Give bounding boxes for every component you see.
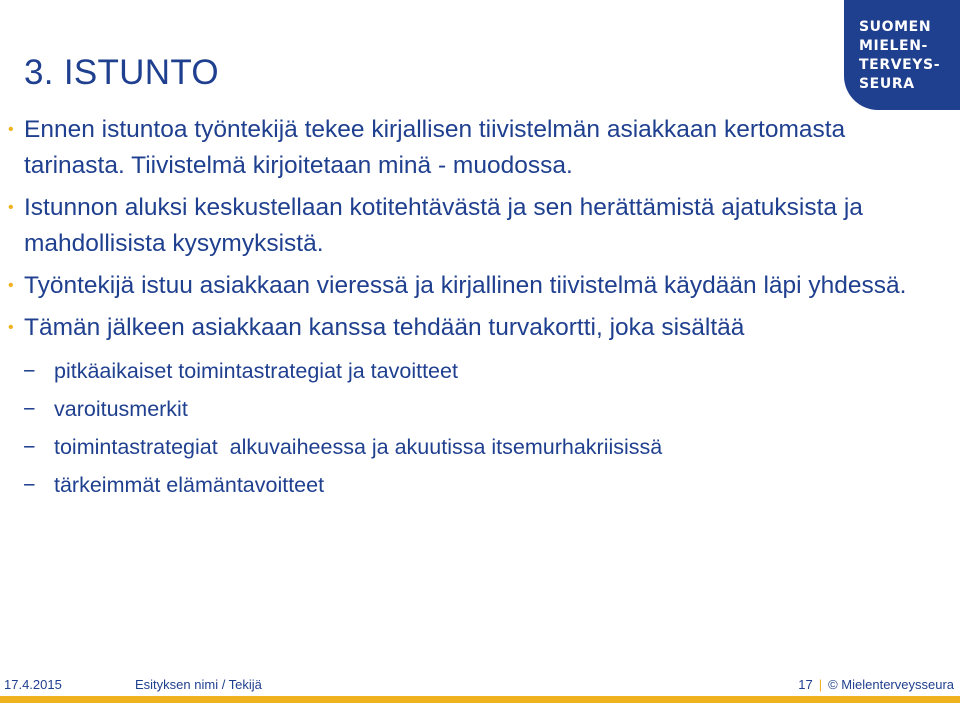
sub-item bbox=[0, 390, 920, 428]
footer-accent-bar bbox=[0, 696, 960, 703]
sub-item-text: varoitusmerkit bbox=[54, 397, 188, 421]
footer-right bbox=[798, 677, 954, 692]
bullet-item bbox=[0, 112, 920, 184]
bullet-item bbox=[0, 310, 920, 346]
sub-item-text: tärkeimmät elämäntavoitteet bbox=[54, 473, 325, 497]
logo-line: SUOMEN bbox=[859, 19, 932, 35]
footer-separator: | bbox=[818, 677, 823, 692]
sub-item-text: pitkäaikaiset toimintastrategiat ja tavoitteet bbox=[54, 359, 458, 383]
slide-content bbox=[0, 112, 920, 504]
bullet-item bbox=[0, 190, 920, 262]
bullet-text: Työntekijä istuu asiakkaan vieressä ja kirjallinen tiivistelmä käydään läpi yhdessä. bbox=[24, 272, 907, 299]
bullet-item bbox=[0, 268, 920, 304]
footer-date: 17.4.2015 bbox=[4, 677, 62, 692]
bullet-text: Istunnon aluksi keskustellaan kotitehtävästä ja sen herättämistä ajatuksista ja mahdollisista kysymyksistä. bbox=[24, 194, 863, 257]
dash-icon: − bbox=[23, 473, 36, 497]
dash-icon: − bbox=[23, 397, 36, 421]
bullet-dot-icon: • bbox=[8, 277, 14, 294]
slide-footer bbox=[0, 663, 960, 703]
logo-line: TERVEYS- bbox=[859, 57, 941, 73]
bullet-dot-icon: • bbox=[8, 319, 14, 336]
bullet-text: Tämän jälkeen asiakkaan kanssa tehdään turvakortti, joka sisältää bbox=[24, 314, 745, 341]
logo-line: MIELEN- bbox=[859, 38, 928, 54]
dash-icon: − bbox=[23, 435, 36, 459]
sub-item-text: toimintastrategiat alkuvaiheessa ja akuutissa itsemurhakriisissä bbox=[54, 435, 663, 459]
mielenterveysseura-logo bbox=[844, 0, 960, 110]
logo-line: SEURA bbox=[859, 76, 915, 92]
bullet-text: Ennen istuntoa työntekijä tekee kirjallisen tiivistelmän asiakkaan kertomasta tarinasta. Tiivistelmä kirjoitetaan minä - muodossa. bbox=[24, 116, 846, 179]
sub-item bbox=[0, 466, 920, 504]
footer-presentation-name: Esityksen nimi / Tekijä bbox=[135, 677, 262, 692]
sub-item bbox=[0, 428, 920, 466]
sub-item bbox=[0, 352, 920, 390]
dash-icon: − bbox=[23, 359, 36, 383]
footer-copyright: © Mielenterveysseura bbox=[828, 677, 954, 692]
slide-title: 3. ISTUNTO bbox=[24, 53, 219, 92]
bullet-dot-icon: • bbox=[8, 121, 14, 138]
page-number: 17 bbox=[798, 677, 813, 692]
bullet-dot-icon: • bbox=[8, 199, 14, 216]
